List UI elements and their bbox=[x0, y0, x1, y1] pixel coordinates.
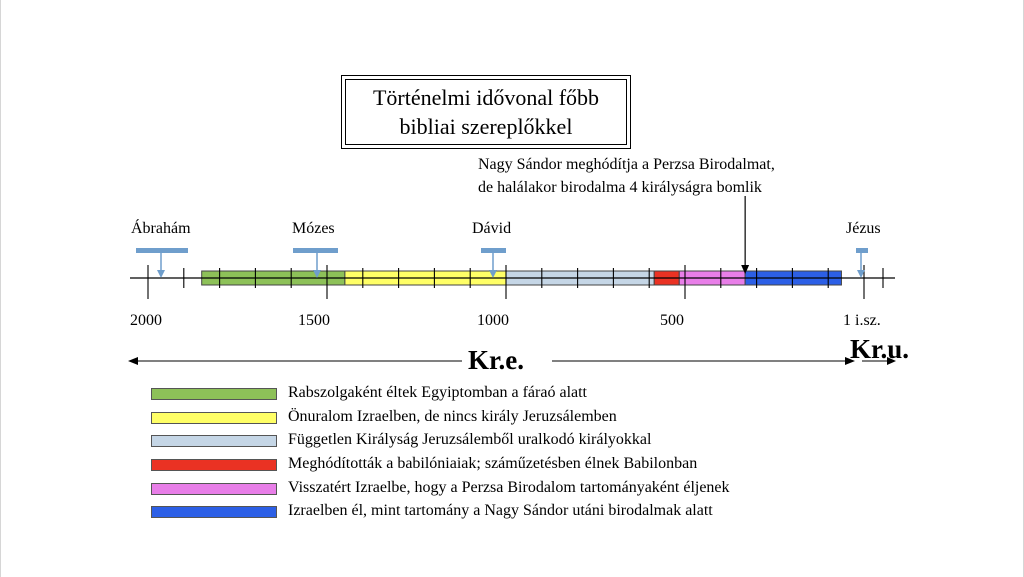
legend-label: Izraelben él, mint tartomány a Nagy Sándor utáni birodalmak alatt bbox=[288, 502, 713, 519]
person-label-moses: Mózes bbox=[292, 220, 335, 237]
year-label-500: 500 bbox=[660, 312, 684, 329]
marker-head-abraham bbox=[157, 270, 165, 278]
alexander-annotation-line-2: de halálakor birodalma 4 királyságra bomlik bbox=[478, 179, 762, 196]
year-label-1000: 1000 bbox=[477, 312, 509, 329]
legend-label: Visszatért Izraelbe, hogy a Perzsa Birodalom tartományaként éljenek bbox=[288, 479, 730, 496]
person-label-abraham: Ábrahám bbox=[131, 220, 191, 237]
year-label-1-ad: 1 i.sz. bbox=[843, 312, 881, 329]
era-label-ad: Kr.u. bbox=[850, 334, 910, 364]
marker-flag-abraham bbox=[136, 248, 188, 253]
legend-swatch bbox=[151, 435, 277, 447]
title-line-2: bibliai szereplőkkel bbox=[399, 114, 573, 139]
bc-arrow-left-head bbox=[128, 357, 138, 365]
person-label-david: Dávid bbox=[472, 220, 512, 237]
year-label-2000: 2000 bbox=[130, 312, 162, 329]
marker-flag-david bbox=[481, 248, 506, 253]
marker-flag-moses bbox=[293, 248, 338, 253]
legend-swatch bbox=[151, 506, 277, 518]
marker-flag-jesus bbox=[856, 248, 868, 253]
legend-swatch bbox=[151, 388, 277, 400]
legend-swatch bbox=[151, 459, 277, 471]
alexander-marker bbox=[741, 196, 749, 274]
legend-swatch bbox=[151, 412, 277, 424]
legend-label: Meghódították a babilóniaiak; száműzetésben élnek Babilonban bbox=[288, 455, 698, 472]
title-line-1: Történelmi idővonal főbb bbox=[372, 85, 600, 110]
legend-label: Önuralom Izraelben, de nincs király Jeruzsálemben bbox=[288, 408, 617, 425]
alexander-annotation-line-1: Nagy Sándor meghódítja a Perzsa Birodalmat, bbox=[478, 156, 775, 173]
era-label-bc: Kr.e. bbox=[468, 345, 524, 375]
year-label-1500: 1500 bbox=[298, 312, 330, 329]
person-label-jesus: Jézus bbox=[846, 220, 881, 237]
legend-label: Független Királyság Jeruzsálemből uralkodó királyokkal bbox=[288, 431, 652, 448]
legend-swatch bbox=[151, 483, 277, 495]
legend-label: Rabszolgaként éltek Egyiptomban a fáraó alatt bbox=[288, 384, 587, 401]
